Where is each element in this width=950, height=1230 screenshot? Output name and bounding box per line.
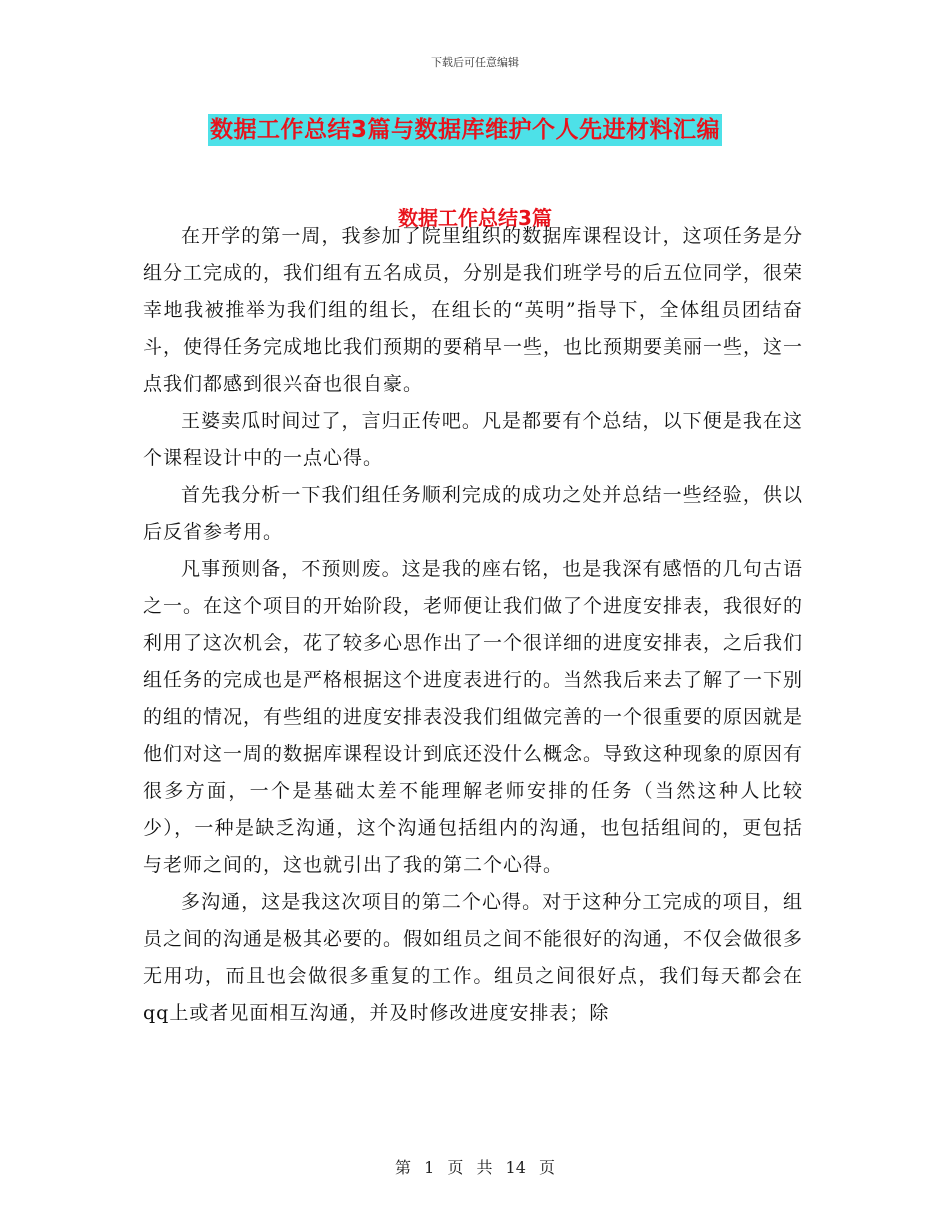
header-note: 下载后可任意编辑	[431, 56, 519, 69]
body-paragraph: 多沟通，这是我这次项目的第二个心得。对于这种分工完成的项目，组员之间的沟通是极其必要的。假如组员之间不能很好的沟通，不仅会做很多无用功，而且也会做很多重复的工作。组员之间很好点，我们每天都会在qq上或者见面相互沟通，并及时修改进度安排表；除	[143, 891, 804, 1024]
body-paragraph: 首先我分析一下我们组任务顺利完成的成功之处并总结一些经验，供以后反省参考用。	[143, 484, 803, 543]
body-paragraph: 王婆卖瓜时间过了，言归正传吧。凡是都要有个总结，以下便是我在这个课程设计中的一点心得。	[143, 410, 803, 469]
document-body	[143, 218, 803, 1032]
body-paragraph: 凡事预则备，不预则废。这是我的座右铭，也是我深有感悟的几句古语之一。在这个项目的开始阶段，老师便让我们做了个进度安排表，我很好的利用了这次机会，花了较多心思作出了一个很详细的进度安排表，之后我们组任务的完成也是严格根据这个进度表进行的。当然我后来去了解了一下别的组的情况，有些组的进度安排表没我们组做完善的一个很重要的原因就是他们对这一周的数据库课程设计到底还没什么概念。导致这种现象的原因有很多方面，一个是基础太差不能理解老师安排的任务（当然这种人比较少），一种是缺乏沟通，这个沟通包括组内的沟通，也包括组间的，更包括与老师之间的，这也就引出了我的第二个心得。	[143, 558, 804, 876]
section-title: 数据工作总结3篇	[398, 206, 552, 230]
page-footer: 第 1 页 共 14 页	[395, 1158, 555, 1177]
body-paragraph: 在开学的第一周，我参加了院里组织的数据库课程设计，这项任务是分组分工完成的，我们组有五名成员，分别是我们班学号的后五位同学，很荣幸地我被推举为我们组的组长，在组长的“英明”指导下，全体组员团结奋斗，使得任务完成地比我们预期的要稍早一些，也比预期要美丽一些，这一点我们都感到很兴奋也很自豪。	[143, 225, 804, 395]
document-title: 数据工作总结3篇与数据库维护个人先进材料汇编	[208, 114, 722, 146]
